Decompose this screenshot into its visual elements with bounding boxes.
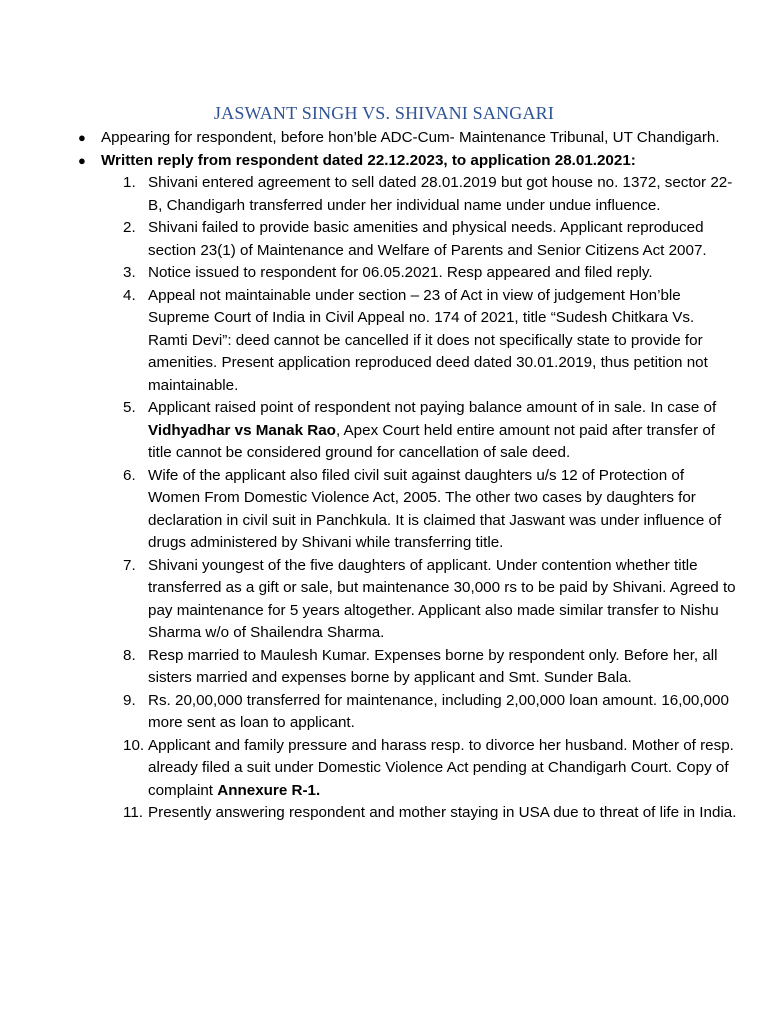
item-text: Appeal not maintainable under section – 23 of Act in view of judgement Hon’ble Supreme Court of India in Civil Appeal no. 174 of 2021, title “Sudesh Chitkara Vs. Ramti Devi”: deed cannot be cancelled if it does not specifically state to provide for amenities. Present application reproduced deed dated 30.01.2019, thus petition not maintainable.	[148, 286, 708, 394]
item-text: Rs. 20,00,000 transferred for maintenance, including 2,00,000 loan amount. 16,00,000 more sent as loan to applicant.	[148, 691, 729, 731]
item-number: 3.	[123, 264, 136, 281]
item-number: 5.	[123, 399, 136, 416]
list-item	[123, 285, 738, 398]
item-number: 11.	[123, 804, 143, 821]
case-citation: Vidhyadhar vs Manak Rao	[148, 421, 336, 439]
bullet-item	[78, 150, 738, 173]
item-text: Shivani entered agreement to sell dated 28.01.2019 but got house no. 1372, sector 22-B, Chandigarh transferred under her individual name under undue influence.	[148, 174, 733, 214]
item-text: Resp married to Maulesh Kumar. Expenses borne by respondent only. Before her, all sisters married and expenses borne by applicant and Smt. Sunder Bala.	[148, 646, 718, 686]
document-title: JASWANT SINGH VS. SHIVANI SANGARI	[213, 103, 555, 123]
list-item	[123, 217, 738, 262]
item-text: Applicant and family pressure and harass resp. to divorce her husband. Mother of resp. already filed a suit under Domestic Violence Act pending at Chandigarh Court. Copy of complaint Annexure R-1.	[148, 736, 734, 799]
list-item	[123, 645, 738, 690]
item-text: Applicant raised point of respondent not paying balance amount of in sale. In case of Vidhyadhar vs Manak Rao, Apex Court held entire amount not paid after transfer of title cannot be considered ground for cancellation of sale deed.	[148, 399, 717, 461]
list-item	[123, 397, 738, 465]
numbered-list	[78, 172, 738, 825]
item-text: Shivani youngest of the five daughters of applicant. Under contention whether title transferred as a gift or sale, but maintenance 30,000 rs to be paid by Shivani. Agreed to pay maintenance for 5 years altogether. Applicant also made similar transfer to Nishu Sharma w/o of Shailendra Sharma.	[148, 556, 736, 641]
item-number: 6.	[123, 466, 136, 484]
bullet-text: Appearing for respondent, before hon’ble ADC-Cum- Maintenance Tribunal, UT Chandigarh.	[101, 129, 720, 146]
bullet-icon: ●	[78, 130, 86, 145]
bullet-list	[78, 127, 738, 825]
list-item	[123, 802, 738, 825]
item-number: 4.	[123, 286, 136, 304]
list-item	[123, 172, 738, 217]
item-number: 9.	[123, 691, 136, 709]
list-item	[123, 735, 738, 803]
annexure-reference: Annexure R-1.	[217, 781, 321, 799]
list-item	[123, 555, 738, 645]
item-number: 1.	[123, 174, 136, 191]
list-item	[123, 262, 738, 285]
item-number: 8.	[123, 646, 136, 664]
item-text: Wife of the applicant also filed civil suit against daughters u/s 12 of Protection of Women From Domestic Violence Act, 2005. The other two cases by daughters for declaration in civil suit in Panchkula. It is claimed that Jaswant was under influence of drugs administered by Shivani while transferring title.	[148, 466, 722, 551]
item-number: 2.	[123, 219, 136, 236]
bullet-icon: ●	[78, 152, 86, 168]
item-text: Presently answering respondent and mother staying in USA due to threat of life in India.	[148, 804, 737, 821]
item-number: 7.	[123, 556, 136, 574]
bullet-heading: Written reply from respondent dated 22.12.2023, to application 28.01.2021:	[101, 151, 636, 169]
item-text: Shivani failed to provide basic amenities and physical needs. Applicant reproduced section 23(1) of Maintenance and Welfare of Parents and Senior Citizens Act 2007.	[148, 219, 707, 259]
bullet-item	[78, 127, 738, 150]
list-item	[123, 465, 738, 555]
item-text: Notice issued to respondent for 06.05.2021. Resp appeared and filed reply.	[148, 264, 653, 281]
list-item	[123, 690, 738, 735]
item-number: 10.	[123, 736, 145, 754]
